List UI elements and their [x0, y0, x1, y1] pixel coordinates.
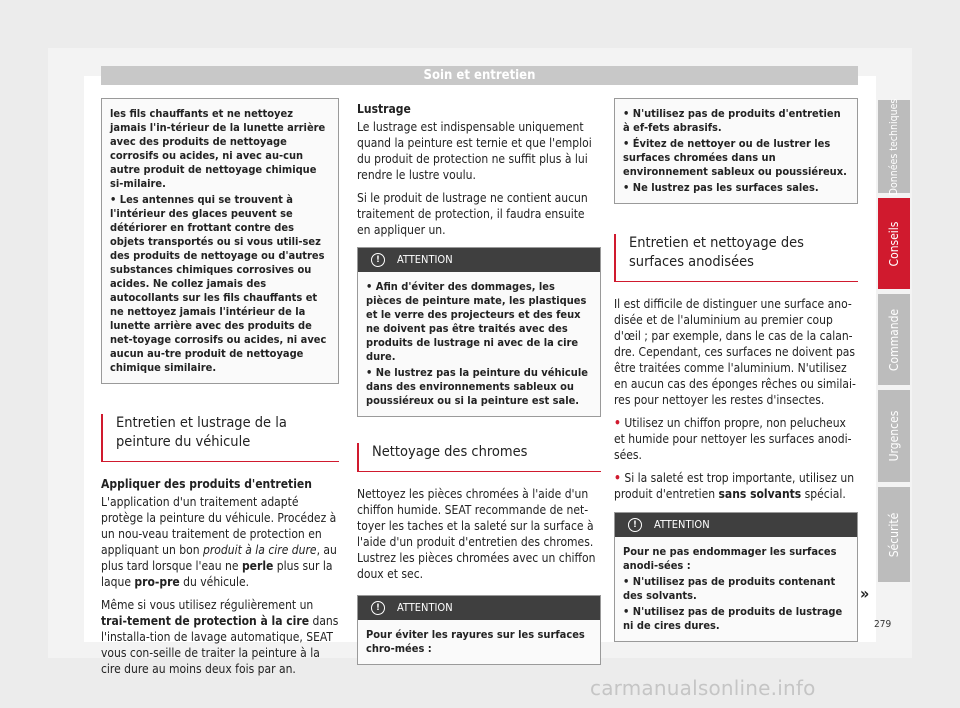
- column-2: [357, 101, 601, 665]
- watermark: carmanualsonline.info: [590, 676, 816, 700]
- column-3: [614, 98, 858, 642]
- bullet-icon: •: [110, 193, 117, 206]
- paragraph-anodisees: Il est difficile de distinguer une surface ano-disée et de l'aluminium au premier coup d'œil ; par exemple, dans le cas de la calan-dre. Cependant, ces surfaces ne doivent pas être traitées comme l'aluminium. N'utilisez en aucun cas des éponges rêches ou similai-res pour nettoyer les restes d'insectes.: [614, 297, 856, 407]
- attention-text: Pour ne pas endommager les surfaces anodi-sées :: [623, 545, 837, 572]
- paragraph-chromes: Nettoyez les pièces chromées à l'aide d'un chiffon humide. SEAT recommande de net-toyer les taches et la saleté sur la surface à l'aide d'un produit d'entretien des chromes. Lustrez les pièces chromées avec un chiffon doux et sec.: [357, 487, 596, 581]
- chapter-header: Soin et entretien: [101, 66, 858, 85]
- warning-text: les fils chauffants et ne nettoyez jamais l'in-térieur de la lunette arrière avec des produits de nettoyage corrosifs ou acides, ni avec au-cun autre produit de nettoyage chimique si-milaire.: [110, 107, 326, 190]
- warning-icon: !: [371, 601, 385, 615]
- section-title-peinture: Entretien et lustrage de la peinture du véhicule: [101, 414, 339, 462]
- tab-securite[interactable]: Sécurité: [878, 487, 910, 582]
- warning-bullet: • Les antennes qui se trouvent à l'intérieur des glaces peuvent se détériorer en frottant contre des objets transportés ou si vous utili-sez des produits de nettoyage ou d'autres substances chimiques corrosives ou acides. Ne collez jamais des autocollants sur les fils chauffants et ne nettoyez jamais l'intérieur de la lunette arrière avec des produits de net-toyage corrosifs ou acides, ni avec aucun au-tre produit de nettoyage chimique similaire.: [110, 193, 327, 374]
- warning-icon: !: [371, 253, 385, 267]
- warning-bullet: • Ne lustrez pas les surfaces sales.: [623, 181, 819, 194]
- bullet-salete: • Si la saleté est trop importante, utilisez un produit d'entretien sans solvants spécial.: [614, 471, 855, 501]
- continue-arrow-icon: »: [860, 584, 870, 603]
- tab-commande[interactable]: Commande: [878, 294, 910, 385]
- attention-bullet: • Ne lustrez pas la peinture du véhicule dans des environnements sableux ou poussiéreux ou si la peinture est sale.: [366, 366, 588, 407]
- tab-urgences[interactable]: Urgences: [878, 390, 910, 482]
- attention-bullet: • N'utilisez pas de produits contenant des solvants.: [623, 575, 836, 602]
- subtitle-appliquer: Appliquer des produits d'entretien: [101, 477, 312, 491]
- attention-text: Pour éviter les rayures sur les surfaces chro-mées :: [366, 628, 585, 655]
- warning-icon: !: [628, 518, 642, 532]
- warning-bullet: • N'utilisez pas de produits d'entretien à ef-fets abrasifs.: [623, 107, 841, 134]
- attention-header: ! ATTENTION: [615, 513, 857, 537]
- subtitle-lustrage: Lustrage: [357, 102, 411, 116]
- attention-header: ! ATTENTION: [358, 248, 600, 272]
- tab-conseils[interactable]: Conseils: [878, 198, 910, 289]
- warning-box-continued: [101, 98, 339, 384]
- warning-box-chromes-continued: [614, 98, 858, 204]
- paragraph-appliquer: L'application d'un traitement adapté protège la peinture du véhicule. Procédez à un nou-veau traitement de protection en appliquant un bon produit à la cire dure, au plus tard lorsque l'eau ne perle plus sur la laque pro-pre du véhicule.: [101, 495, 337, 589]
- attention-box-anodisees: [614, 512, 858, 642]
- attention-bullet: • Afin d'éviter des dommages, les pièces de peinture mate, les plastiques et le verre des projecteurs et des feux ne doivent pas être traités avec des produits de lustrage ni avec de la cire dure.: [366, 280, 587, 363]
- bullet-chiffon: • Utilisez un chiffon propre, non pelucheux et humide pour nettoyer les surfaces anodi-sées.: [614, 416, 852, 462]
- attention-header: ! ATTENTION: [358, 596, 600, 620]
- bullet-icon: •: [614, 471, 621, 485]
- column-1: [101, 98, 339, 684]
- paragraph-cire: Même si vous utilisez régulièrement un trai-tement de protection à la cire dans l'installa-tion de lavage automatique, SEAT vous con-seille de traiter la peinture à la cire dure au moins deux fois par an.: [101, 598, 339, 676]
- attention-bullet: • N'utilisez pas de produits de lustrage ni de cires dures.: [623, 605, 843, 632]
- section-title-anodisees: Entretien et nettoyage des surfaces anodisées: [614, 234, 858, 282]
- paragraph-lustrage-1: Le lustrage est indispensable uniquement quand la peinture est ternie et que l'emploi du produit de protection ne suffit plus à lui rendre le lustre voulu.: [357, 120, 592, 182]
- attention-box-lustrage: [357, 247, 601, 417]
- tab-donnees-techniques[interactable]: Données techniques: [878, 100, 910, 193]
- attention-box-chromes: [357, 595, 601, 665]
- paragraph-lustrage-2: Si le produit de lustrage ne contient aucun traitement de protection, il faudra ensuite en appliquer un.: [357, 191, 588, 237]
- section-title-chromes: Nettoyage des chromes: [357, 443, 601, 472]
- bullet-icon: •: [614, 416, 621, 430]
- warning-bullet: • Évitez de nettoyer ou de lustrer les surfaces chromées dans un environnement sableux ou poussiéreux.: [623, 137, 847, 178]
- page-number: 279: [874, 619, 892, 630]
